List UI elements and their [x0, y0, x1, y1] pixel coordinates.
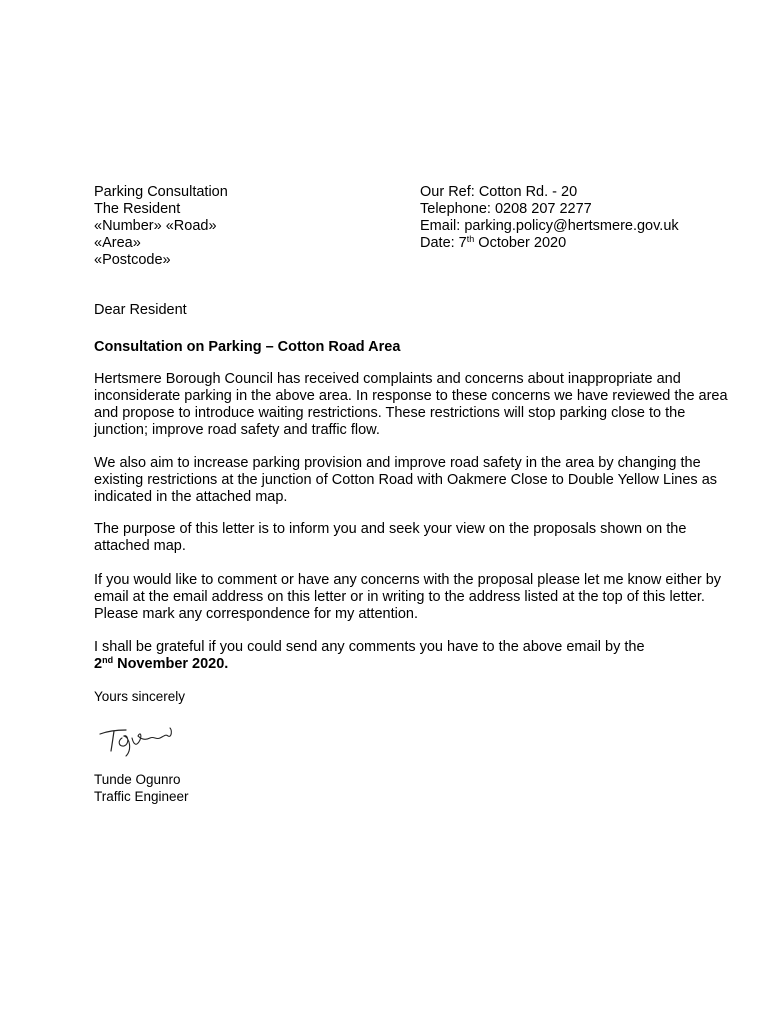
- email: Email: parking.policy@hertsmere.gov.uk: [420, 218, 679, 234]
- recipient-line-4: «Area»: [94, 235, 141, 251]
- reference-details: [420, 184, 679, 252]
- deadline-prefix: 2: [94, 656, 103, 672]
- salutation: Dear Resident: [94, 302, 187, 318]
- date-prefix: Date: 7: [420, 235, 467, 251]
- recipient-line-1: Parking Consultation: [94, 184, 228, 200]
- paragraph-3: The purpose of this letter is to inform you and seek your view on the proposals shown on the attached map.: [94, 521, 687, 554]
- letter-date: [420, 235, 679, 252]
- signatory-title: Traffic Engineer: [94, 789, 189, 804]
- signature-image: [94, 718, 184, 763]
- deadline-date: [94, 656, 228, 672]
- signatory-name: Tunde Ogunro: [94, 772, 181, 787]
- recipient-line-2: The Resident: [94, 201, 181, 217]
- our-ref: Our Ref: Cotton Rd. - 20: [420, 184, 578, 200]
- paragraph-5-text: I shall be grateful if you could send any comments you have to the above email by the: [94, 639, 645, 655]
- date-ordinal: th: [466, 234, 475, 244]
- paragraph-4: If you would like to comment or have any concerns with the proposal please let me know either by email at the email address on this letter or in writing to the address listed at the top of this letter. Please mark any correspondence for my attention.: [94, 572, 722, 622]
- recipient-address: [94, 184, 228, 269]
- deadline-suffix: November 2020.: [113, 656, 229, 672]
- recipient-line-5: «Postcode»: [94, 252, 171, 268]
- paragraph-5: [94, 639, 734, 673]
- deadline-ordinal: nd: [102, 655, 114, 665]
- paragraph-1: Hertsmere Borough Council has received complaints and concerns about inappropriate and inconsiderate parking in the above area. In response to these concerns we have reviewed the area and propose to introduce waiting restrictions. These restrictions will stop parking close to the junction; improve road safety and traffic flow.: [94, 371, 728, 438]
- paragraph-2: We also aim to increase parking provision and improve road safety in the area by changing the existing restrictions at the junction of Cotton Road with Oakmere Close to Double Yellow Lines as indicated in the attached map.: [94, 455, 718, 505]
- date-suffix: October 2020: [474, 235, 567, 251]
- subject-heading: Consultation on Parking – Cotton Road Area: [94, 339, 401, 355]
- signatory-block: [94, 771, 189, 805]
- recipient-line-3: «Number» «Road»: [94, 218, 217, 234]
- telephone: Telephone: 0208 207 2277: [420, 201, 592, 217]
- closing: Yours sincerely: [94, 689, 186, 704]
